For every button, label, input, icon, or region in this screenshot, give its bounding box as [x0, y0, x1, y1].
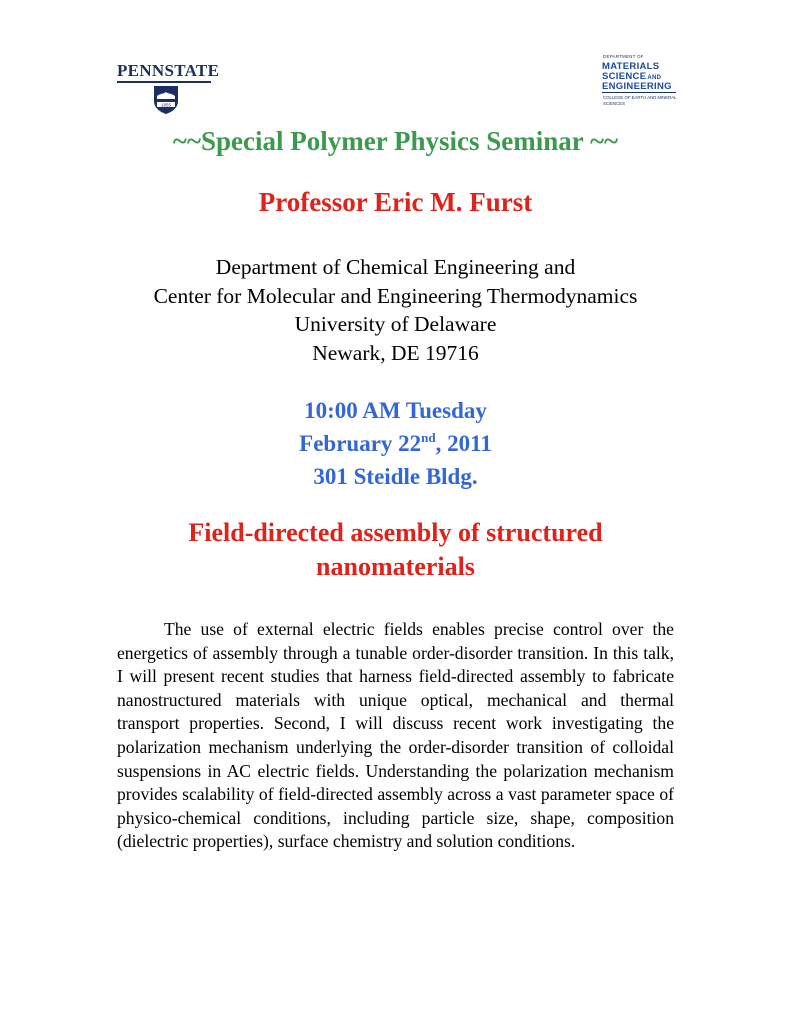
penn-state-wordmark: PENNSTATE [117, 61, 220, 80]
penn-state-logo [117, 58, 220, 116]
affiliation-line: University of Delaware [294, 312, 497, 336]
affiliation-line: Department of Chemical Engineering and [215, 255, 576, 279]
penn-state-shield-icon [153, 85, 179, 115]
affiliation-line: Center for Molecular and Engineering Thermodynamics [153, 283, 638, 308]
mse-line-materials: MATERIALS [602, 61, 660, 72]
talk-title [0, 516, 791, 584]
affiliation-line: Newark, DE 19716 [312, 340, 479, 365]
talk-title-line: nanomaterials [316, 552, 475, 581]
speaker-affiliation [0, 253, 791, 367]
event-date [0, 427, 791, 460]
event-details [0, 394, 791, 493]
event-location: 301 Steidle Bldg. [313, 464, 478, 489]
seminar-title: ~~Special Polymer Physics Seminar ~~ [172, 126, 619, 156]
logo-rule [117, 81, 211, 83]
abstract-paragraph: The use of external electric fields enables precise control over the energetics of assembly through a tunable order-disorder transition. In this talk, I will present recent studies that harness field-directed assembly to fabricate nanostructured materials with unique optical, mechanical and thermal transport properties. Second, I will discuss recent work investigating the polarization mechanism underlying the order-disorder transition of colloidal suspensions in AC electric fields. Understanding the polarization mechanism provides scalability of field-directed assembly across a vast parameter space of physico-chemical conditions, including particle size, shape, composition (dielectric properties), surface chemistry and solution conditions. [117, 619, 674, 852]
talk-title-line: Field-directed assembly of structured [188, 518, 603, 547]
speaker-name: Professor Eric M. Furst [258, 187, 533, 217]
mse-line-engineering: ENGINEERING [602, 81, 672, 92]
event-date-suffix: nd [421, 430, 436, 445]
mse-dept-line: DEPARTMENT OF [603, 54, 644, 59]
event-date-main: February 22 [299, 431, 422, 456]
mse-college-line: COLLEGE OF EARTH AND MINERAL SCIENCES [603, 95, 677, 106]
shield-year: 1855 [160, 102, 172, 108]
mse-department-logo [600, 55, 684, 117]
mse-science-word: SCIENCE [602, 71, 647, 82]
event-date-year: , 2011 [435, 431, 492, 456]
event-time: 10:00 AM Tuesday [304, 398, 487, 423]
mse-and-word: AND [647, 75, 662, 81]
mse-logo-rule [602, 92, 676, 93]
